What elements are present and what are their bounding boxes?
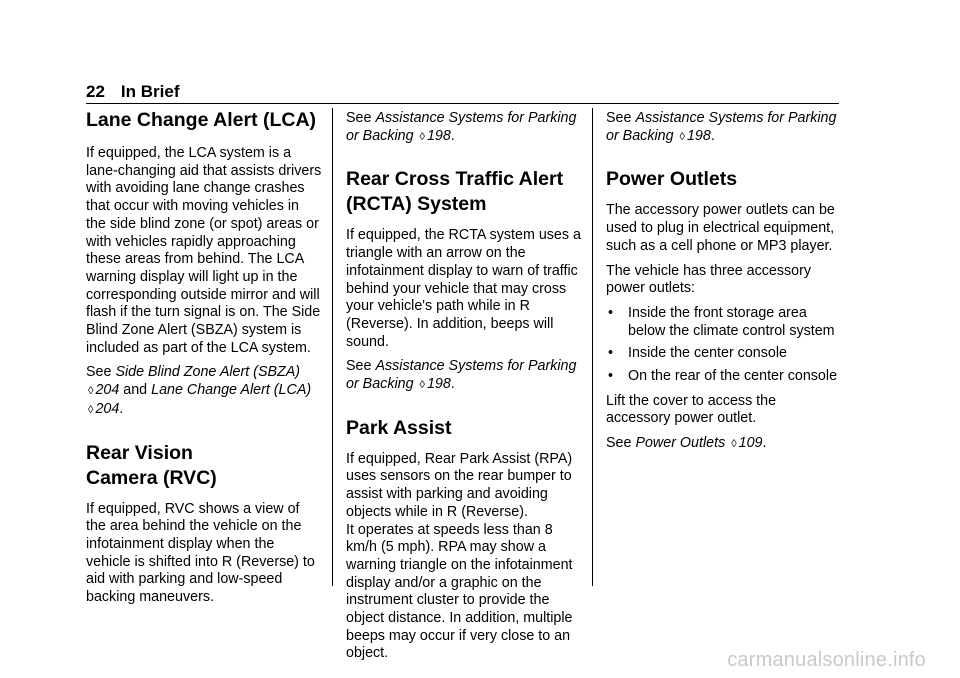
- bullet-icon: •: [608, 368, 614, 385]
- heading-line: Rear Cross Traffic Alert: [346, 168, 564, 191]
- page-number: 22: [86, 82, 105, 101]
- page-ref-icon: ◊: [419, 130, 425, 143]
- column-divider-1: [332, 108, 333, 586]
- paragraph-rvc: If equipped, RVC shows a view of the area behind the vehicle on the infotainment display when the vehicle is shifted into R (Reverse) to aid with parking and low-speed backing maneuvers.: [86, 500, 315, 606]
- see-label: See: [606, 110, 632, 126]
- cross-reference-lca: See Side Blind Zone Alert (SBZA) ◊ 204 and Lane Change Alert (LCA) ◊ 204.: [86, 364, 312, 417]
- page-ref-icon: ◊: [679, 130, 685, 143]
- paragraph-rcta: If equipped, the RCTA system uses a triangle with an arrow on the infotainment display to warn of traffic behind your vehicle that may cross your vehicle's path while in R (Reverse). In addition, beeps will sound.: [346, 227, 581, 350]
- page-ref-parking[interactable]: 198: [426, 376, 451, 393]
- heading-rcta: [346, 167, 584, 217]
- list-item: [606, 345, 842, 363]
- section-title: In Brief: [120, 82, 180, 101]
- list-item: [606, 368, 842, 386]
- heading-park-assist: Park Assist: [346, 416, 452, 439]
- column-1: [86, 110, 322, 614]
- paragraph-park-assist-1: If equipped, Rear Park Assist (RPA) uses sensors on the rear bumper to assist with parking and avoiding objects while in R (Reverse).: [346, 450, 573, 520]
- xref-link-parking[interactable]: Assistance Systems for Parking or Backing: [606, 110, 837, 144]
- paragraph-lca: If equipped, the LCA system is a lane-changing aid that assists drivers with avoiding lane change crashes that occur with moving vehicles in the side blind zone (or spot) areas or with vehicles rapidly approaching these areas from behind. The LCA warning display will light up in the corresponding outside mirror and will flash if the turn signal is on. The Side Blind Zone Alert (SBZA) system is included as part of the LCA system.: [86, 145, 322, 356]
- page-ref-lca[interactable]: 204: [95, 400, 120, 417]
- paragraph-park-assist-2: It operates at speeds less than 8 km/h (5 mph). RPA may show a warning triangle on the infotainment display and/or a graphic on the instrument cluster to provide the object distance. In addition, multiple beeps may occur if very close to an object.: [346, 521, 573, 662]
- and-label: and: [123, 382, 148, 399]
- heading-line: Camera (RVC): [86, 466, 217, 489]
- heading-rear-vision-camera: [86, 441, 322, 491]
- column-divider-2: [592, 108, 593, 586]
- column-3: [606, 110, 842, 461]
- see-label: See: [346, 358, 372, 375]
- xref-link-lca[interactable]: Lane Change Alert (LCA): [151, 382, 312, 399]
- page-ref-icon: ◊: [731, 438, 737, 451]
- bullet-list: [606, 305, 842, 386]
- header-rule: [86, 103, 839, 104]
- list-item-text: Inside the front storage area below the climate control system: [628, 304, 835, 339]
- page-ref-parking[interactable]: 198: [686, 127, 711, 144]
- cross-reference-power-outlets: See Power Outlets ◊ 109.: [606, 435, 767, 452]
- cross-reference-top: See Assistance Systems for Parking or Backing ◊ 198.: [346, 110, 577, 144]
- column-2: [346, 110, 584, 670]
- page-header: [86, 82, 839, 102]
- list-item-text: Inside the center console: [628, 345, 787, 362]
- list-item: [606, 305, 842, 340]
- paragraph-power-outlets-2: The vehicle has three accessory power outlets:: [606, 262, 812, 297]
- page-ref-parking[interactable]: 198: [426, 127, 451, 144]
- page-ref-icon: ◊: [88, 403, 94, 416]
- xref-link-sbza[interactable]: Side Blind Zone Alert (SBZA): [115, 364, 301, 381]
- paragraph-power-outlets-3: Lift the cover to access the accessory power outlet.: [606, 392, 777, 427]
- page-ref-sbza[interactable]: 204: [95, 382, 120, 399]
- heading-line: Rear Vision: [86, 441, 193, 464]
- xref-link-parking[interactable]: Assistance Systems for Parking or Backing: [346, 358, 577, 393]
- bullet-icon: •: [608, 304, 614, 321]
- page-ref-icon: ◊: [88, 385, 94, 398]
- heading-line: (RCTA) System: [346, 193, 487, 216]
- heading-lane-change-alert: Lane Change Alert (LCA): [86, 109, 317, 131]
- page-ref-icon: ◊: [419, 379, 425, 392]
- see-label: See: [606, 435, 632, 452]
- cross-reference-rcta: See Assistance Systems for Parking or Backing ◊ 198.: [346, 358, 577, 393]
- bullet-icon: •: [608, 345, 614, 362]
- cross-reference-top: See Assistance Systems for Parking or Backing ◊ 198.: [606, 110, 837, 144]
- see-label: See: [86, 364, 112, 381]
- heading-power-outlets: Power Outlets: [606, 168, 738, 191]
- xref-link-parking[interactable]: Assistance Systems for Parking or Backing: [346, 110, 577, 144]
- page-ref-power-outlets[interactable]: 109: [738, 435, 763, 452]
- xref-link-power-outlets[interactable]: Power Outlets: [635, 435, 726, 452]
- paragraph-power-outlets-1: The accessory power outlets can be used to plug in electrical equipment, such as a cell phone or MP3 player.: [606, 202, 835, 254]
- see-label: See: [346, 110, 372, 126]
- watermark: carmanualsonline.info: [727, 649, 926, 671]
- list-item-text: On the rear of the center console: [628, 368, 838, 385]
